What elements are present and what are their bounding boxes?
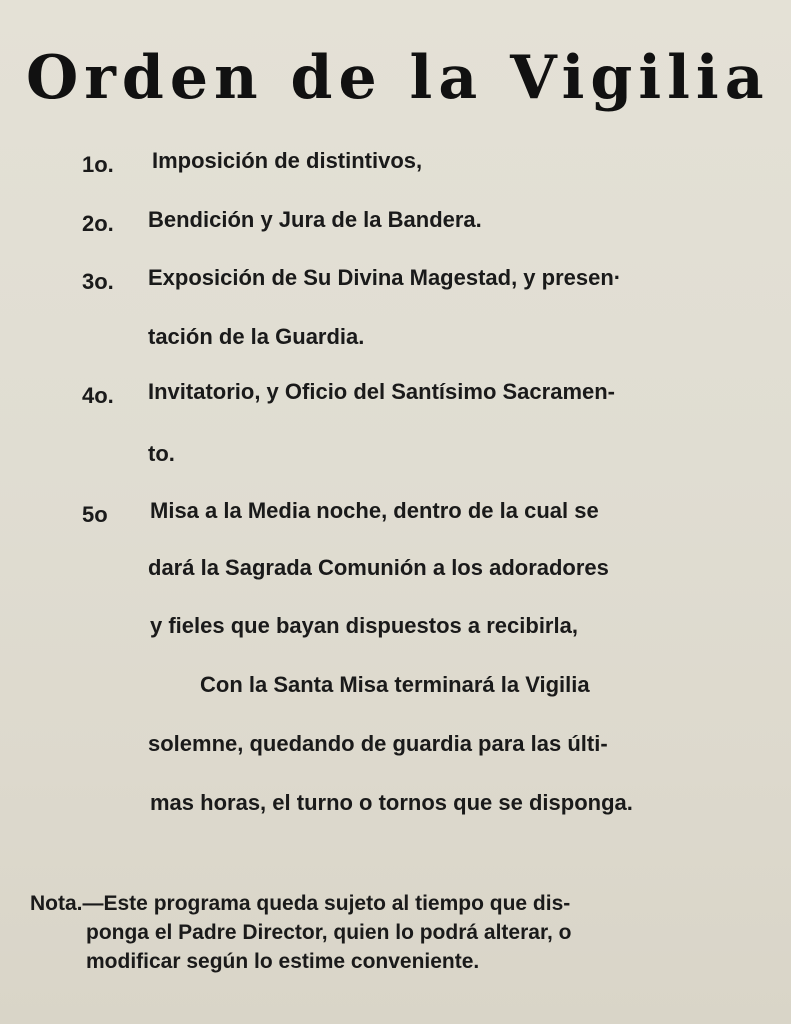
item-line: Exposición de Su Divina Magestad, y presen· [148,265,622,290]
item-line: tación de la Guardia. [148,324,365,349]
item-line: y fieles que bayan dispuestos a recibirla, [150,613,578,638]
item-line: to. [148,441,175,466]
note-line: ponga el Padre Director, quien lo podrá alterar, o [86,921,572,944]
item-number: 2o. [82,211,114,236]
item-number: 3o. [82,269,114,294]
closing-line: solemne, quedando de guardia para las últi- [148,731,608,756]
closing-line: mas horas, el turno o tornos que se disponga. [150,790,633,815]
item-line: Misa a la Media noche, dentro de la cual se [150,498,599,523]
closing-line: Con la Santa Misa terminará la Vigilia [200,672,590,697]
item-line: Bendición y Jura de la Bandera. [148,207,482,232]
note-line: modificar según lo estime conveniente. [86,950,480,973]
item-line: Invitatorio, y Oficio del Santísimo Sacramen- [148,379,616,404]
item-number: 4o. [82,383,114,408]
document-title: Orden de la Vigilia [26,43,770,113]
item-line: dará la Sagrada Comunión a los adoradores [148,555,609,580]
note-line: Nota.—Este programa queda sujeto al tiempo que dis- [30,892,571,915]
item-number: 1o. [82,152,114,177]
item-number: 5o [82,502,108,527]
item-line: Imposición de distintivos, [152,148,423,173]
